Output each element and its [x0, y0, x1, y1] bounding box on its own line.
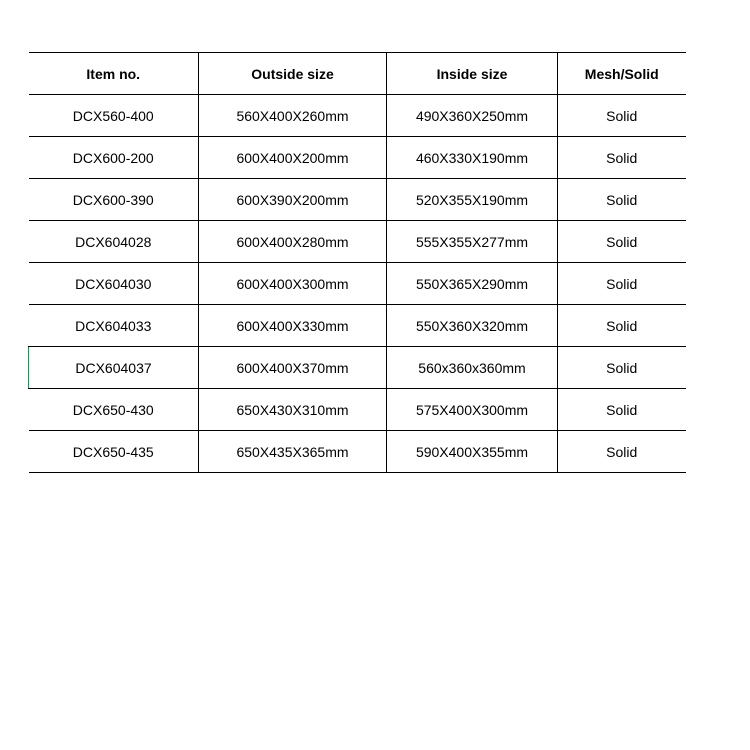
header-mesh-solid: Mesh/Solid: [558, 53, 686, 95]
cell-item-no: DCX604028: [29, 221, 199, 263]
cell-item-no: DCX604030: [29, 263, 199, 305]
cell-outside-size: 600X390X200mm: [199, 179, 387, 221]
table-row: [29, 95, 686, 137]
cell-inside-size: 575X400X300mm: [387, 389, 558, 431]
cell-inside-size: 555X355X277mm: [387, 221, 558, 263]
cell-item-no: DCX650-435: [29, 431, 199, 473]
cell-outside-size: 600X400X330mm: [199, 305, 387, 347]
header-inside-size: Inside size: [387, 53, 558, 95]
cell-item-no: DCX600-200: [29, 137, 199, 179]
cell-mesh-solid: Solid: [558, 137, 686, 179]
cell-mesh-solid: Solid: [558, 347, 686, 389]
table-row: [29, 221, 686, 263]
cell-item-no: DCX604033: [29, 305, 199, 347]
cell-outside-size: 650X430X310mm: [199, 389, 387, 431]
cell-item-no: DCX600-390: [29, 179, 199, 221]
cell-outside-size: 600X400X370mm: [199, 347, 387, 389]
table-row: [29, 179, 686, 221]
table-row: [29, 137, 686, 179]
header-outside-size: Outside size: [199, 53, 387, 95]
cell-outside-size: 600X400X280mm: [199, 221, 387, 263]
table-row: [29, 305, 686, 347]
product-spec-table: [28, 52, 686, 473]
cell-outside-size: 650X435X365mm: [199, 431, 387, 473]
table-row: [29, 347, 686, 389]
cell-item-no: DCX560-400: [29, 95, 199, 137]
table-row: [29, 431, 686, 473]
cell-outside-size: 600X400X200mm: [199, 137, 387, 179]
cell-mesh-solid: Solid: [558, 179, 686, 221]
cell-inside-size: 590X400X355mm: [387, 431, 558, 473]
cell-mesh-solid: Solid: [558, 431, 686, 473]
table-row: [29, 389, 686, 431]
cell-outside-size: 560X400X260mm: [199, 95, 387, 137]
cell-mesh-solid: Solid: [558, 389, 686, 431]
table-row: [29, 263, 686, 305]
cell-mesh-solid: Solid: [558, 221, 686, 263]
cell-outside-size: 600X400X300mm: [199, 263, 387, 305]
cell-item-no[interactable]: DCX604037: [29, 347, 199, 389]
cell-mesh-solid: Solid: [558, 263, 686, 305]
header-item-no: Item no.: [29, 53, 199, 95]
cell-inside-size: 550X360X320mm: [387, 305, 558, 347]
cell-inside-size: 520X355X190mm: [387, 179, 558, 221]
table-header-row: [29, 53, 686, 95]
cell-mesh-solid: Solid: [558, 305, 686, 347]
cell-inside-size: 460X330X190mm: [387, 137, 558, 179]
cell-inside-size: 490X360X250mm: [387, 95, 558, 137]
cell-inside-size: 550X365X290mm: [387, 263, 558, 305]
cell-item-no: DCX650-430: [29, 389, 199, 431]
cell-inside-size: 560x360x360mm: [387, 347, 558, 389]
cell-mesh-solid: Solid: [558, 95, 686, 137]
